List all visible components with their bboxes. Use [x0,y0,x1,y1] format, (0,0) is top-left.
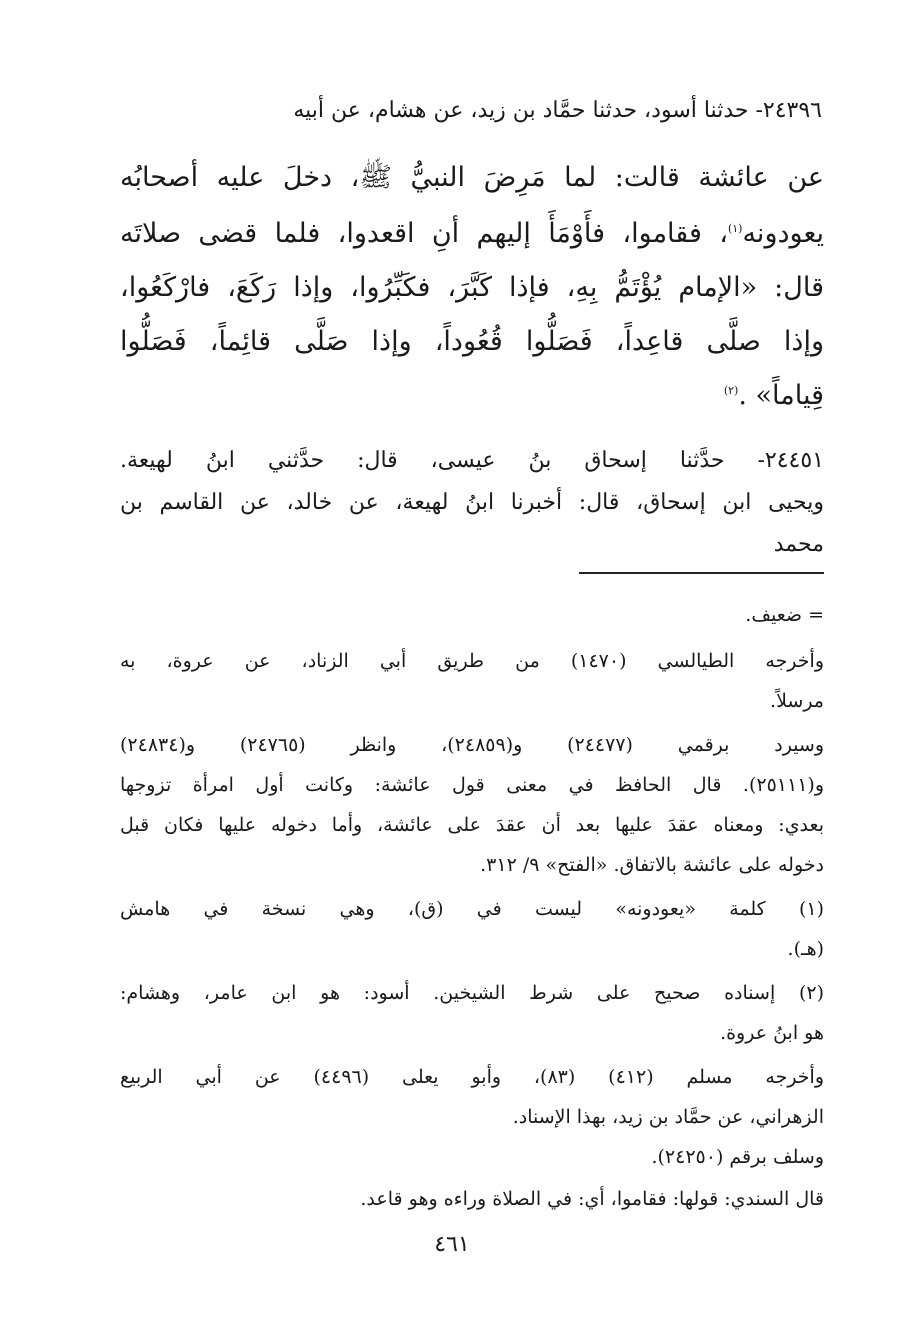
hadith-text-line: وإذا صلَّى قاعِداً، فَصَلُّوا قُعُوداً، وإذا صَلَّى قائِماً، فَصَلُّوا [120,326,824,357]
page-number: ٤٦١ [434,1232,470,1257]
footnote-ref: (٢) [723,384,739,397]
hadith-text-segment: قِياماً» . [738,380,824,411]
hadith-2-line: محمد [773,532,824,557]
footnote-line: (١) كلمة «يعودونه» ليست في (ق)، وهي نسخة في هامش [120,898,824,920]
hadith-heading: ٢٤٣٩٦- حدثنا أسود، حدثنا حمَّاد بن زيد، عن هشام، عن أبيه [293,98,822,123]
hadith-text-line: قال: «الإمام يُؤْتَمُّ بِهِ، فإذا كَبَّرَ، فكَبِّرُوا، وإذا رَكَعَ، فارْكَعُوا، [120,272,824,303]
footnote-line: دخوله على عائشة بالاتفاق. «الفتح» ٩/ ٣١٢. [480,854,824,876]
footnote-ref: (١) [727,222,743,235]
hadith-text-line [120,218,824,249]
footnote-line: هو ابنُ عروة. [720,1022,824,1044]
footnote-line: الزهراني، عن حمَّاد بن زيد، بهذا الإسناد. [512,1106,824,1128]
footnote-line: و(٢٥١١١). قال الحافظ في معنى قول عائشة: وكانت أول امرأة تزوجها [120,774,824,796]
footnote-line: (هـ). [787,938,824,960]
footnote-line: وأخرجه مسلم (٤١٢) (٨٣)، وأبو يعلى (٤٤٩٦) عن أبي الربيع [120,1066,825,1088]
footnote-line: = ضعيف. [745,604,824,626]
footnote-line: قال السندي: قولها: فقاموا، أي: في الصلاة وراءه وهو قاعد. [360,1188,824,1210]
footnote-divider [579,572,824,574]
hadith-2-line: ٢٤٤٥١- حدَّثنا إسحاق بنُ عيسى، قال: حدَّثني ابنُ لهيعة. [120,448,824,473]
hadith-2-line: ويحيى ابن إسحاق، قال: أخبرنا ابنُ لهيعة، عن خالد، عن القاسم بن [120,490,824,515]
hadith-text-line: عن عائشة قالت: لما مَرِضَ النبيُّ ﷺ، دخلَ عليه أصحابُه [120,162,824,193]
hadith-text-segment: يعودونه$^{(١)}$، فقاموا، فأَوْمَأَ إليهم أنِ اقعدوا، فلما قضى صلاتَه [120,218,824,249]
footnote-line: بعدي: ومعناه عقدَ عليها بعد أن عقدَ على عائشة، وأما دخوله عليها فكان قبل [120,814,824,836]
hadith-text-line [724,380,824,411]
footnote-line: وسلف برقم (٢٤٢٥٠). [651,1146,824,1168]
footnote-line: وأخرجه الطيالسي (١٤٧٠) من طريق أبي الزناد، عن عروة، به [120,650,824,672]
footnote-line: (٢) إسناده صحيح على شرط الشيخين. أسود: هو ابن عامر، وهشام: [120,982,824,1004]
footnote-line: وسيرد برقمي (٢٤٤٧٧) و(٢٤٨٥٩)، وانظر (٢٤٧٦٥) و(٢٤٨٣٤) [120,734,825,756]
footnote-line: مرسلاً. [770,690,824,712]
